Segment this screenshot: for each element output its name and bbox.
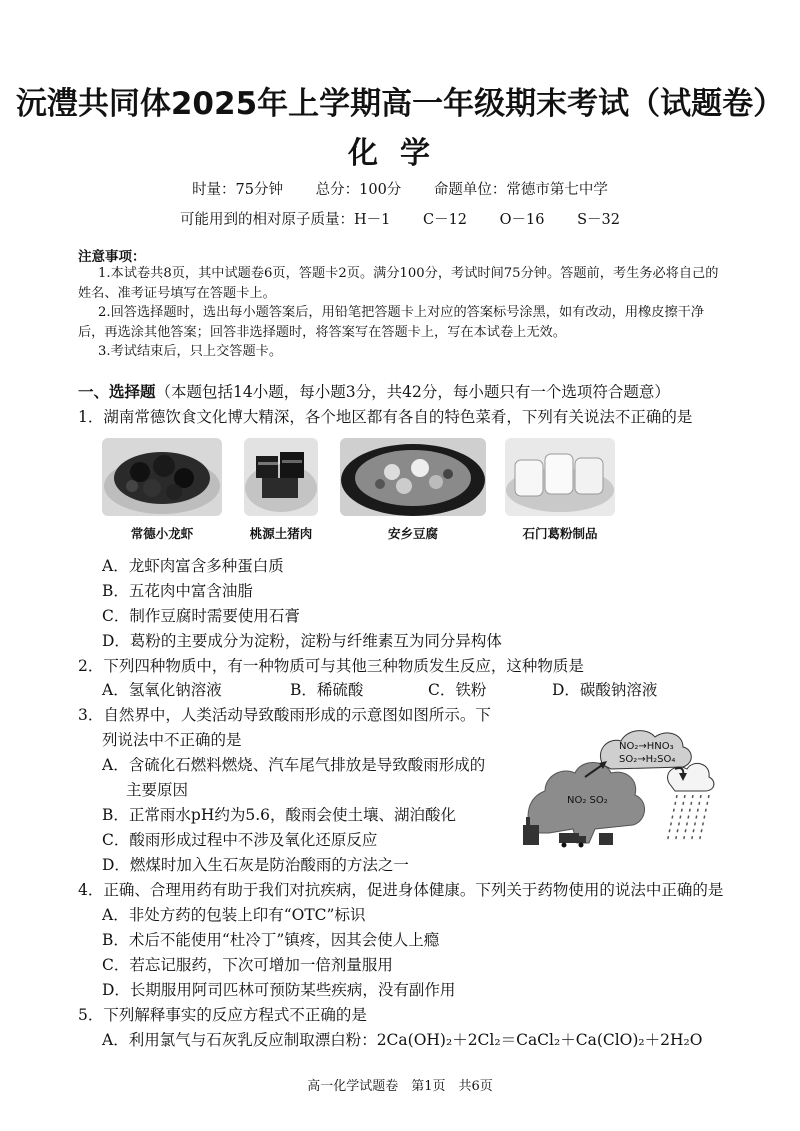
q1-option-c: C．制作豆腐时需要使用石膏 [102, 607, 300, 625]
caption-crayfish: 常德小龙虾 [130, 526, 194, 541]
section-1-label: 一、选择题 [78, 383, 156, 401]
q1-option-a: A．龙虾肉富含多种蛋白质 [102, 557, 284, 575]
factory [523, 825, 539, 845]
acid-rain-diagram [515, 725, 720, 850]
q2-option-d: D．碳酸钠溶液 [552, 681, 658, 699]
q5-option-a: A．利用氯气与石灰乳反应制取漂白粉：2Ca(OH)₂＋2Cl₂＝CaCl₂＋Ca(ClO)₂＋2H₂O [102, 1031, 703, 1049]
time-limit: 时量：75分钟 [192, 182, 284, 198]
section-1-desc: （本题包括14小题，每小题3分，共42分，每小题只有一个选项符合题意） [155, 383, 670, 401]
photo-kudzu [505, 438, 615, 516]
exam-title: 沅澧共同体2025年上学期高一年级期末考试（试题卷） [15, 86, 785, 122]
note-1: 1.本试卷共8页，其中试题卷6页，答题卡2页。满分100分，考试时间75分钟。答题前，考生务必将自己的姓名、准考证号填写在答题卡上。 [78, 266, 719, 301]
q4-option-d: D．长期服用阿司匹林可预防某些疾病，没有副作用 [102, 981, 456, 999]
q3-option-c: C．酸雨形成过程中不涉及氧化还原反应 [102, 831, 378, 849]
atomic-mass-o: O－16 [499, 212, 545, 228]
diagram-label-smoke: NO₂ SO₂ [567, 795, 608, 806]
truck [559, 833, 579, 843]
exam-info-line-1 [0, 178, 800, 199]
q2-stem: 2．下列四种物质中，有一种物质可与其他三种物质发生反应，这种物质是 [78, 657, 584, 675]
section-1-header [78, 380, 670, 402]
photo-tofu [340, 438, 486, 516]
q4-stem: 4．正确、合理用药有助于我们对抗疾病，促进身体健康。下列关于药物使用的说法中正确的是 [78, 881, 724, 899]
total-score: 总分：100分 [315, 182, 402, 198]
q3-option-d: D．燃煤时加入生石灰是防治酸雨的方法之一 [102, 856, 409, 874]
q3-option-b: B．正常雨水pH约为5.6，酸雨会使土壤、湖泊酸化 [102, 806, 456, 824]
q4-option-c: C．若忘记服药，下次可增加一倍剂量服用 [102, 956, 393, 974]
q5-stem: 5．下列解释事实的反应方程式不正确的是 [78, 1006, 367, 1024]
rain-cloud [668, 763, 714, 791]
caption-tofu: 安乡豆腐 [387, 526, 438, 541]
q2-option-b: B．稀硫酸 [290, 681, 364, 699]
author-unit: 命题单位：常德市第七中学 [433, 182, 608, 198]
q1-option-b: B．五花肉中富含油脂 [102, 582, 253, 600]
page-footer: 高一化学试题卷 第1页 共6页 [307, 1079, 493, 1094]
house [599, 833, 613, 845]
exam-info-line-2 [0, 208, 800, 229]
q3-option-a: A．含硫化石燃料燃烧、汽车尾气排放是导致酸雨形成的 [102, 756, 486, 774]
note-2: 2.回答选择题时，选出每小题答案后，用铅笔把答题卡上对应的答案标号涂黑，如有改动，用橡皮擦干净后，再选涂其他答案；回答非选择题时，将答案写在答题卡上，写在本试卷上无效。 [78, 305, 705, 340]
q3-option-a-cont: 主要原因 [126, 781, 189, 799]
q2-option-a: A．氢氧化钠溶液 [102, 681, 222, 699]
diagram-label-no2: NO₂→HNO₃ [619, 741, 674, 752]
q3-stem-line-1: 3．自然界中，人类活动导致酸雨形成的示意图如图所示。下 [78, 706, 491, 724]
rain-drops [667, 795, 709, 843]
caption-kudzu: 石门葛粉制品 [522, 526, 598, 541]
caption-pork: 桃源土猪肉 [249, 526, 313, 541]
q1-stem: 1．湖南常德饮食文化博大精深，各个地区都有各自的特色菜肴，下列有关说法不正确的是 [78, 408, 693, 426]
notes-title: 注意事项： [78, 249, 146, 265]
diagram-label-so2: SO₂→H₂SO₄ [619, 754, 676, 765]
subject-title: 化学 [348, 136, 452, 171]
photo-pork [244, 438, 318, 516]
q4-option-a: A．非处方药的包装上印有“OTC”标识 [102, 906, 366, 924]
atomic-mass-s: S－32 [577, 212, 620, 228]
q4-option-b: B．术后不能使用“杜冷丁”镇疼，因其会使人上瘾 [102, 931, 440, 949]
q1-option-d: D．葛粉的主要成分为淀粉，淀粉与纤维素互为同分异构体 [102, 632, 502, 650]
atomic-mass-c: C－12 [422, 212, 468, 228]
photo-crayfish [102, 438, 222, 516]
atomic-mass-h: 可能用到的相对原子质量：H－1 [180, 212, 391, 228]
q3-stem-line-2: 列说法中不正确的是 [102, 731, 242, 749]
q2-option-c: C．铁粉 [428, 681, 487, 699]
note-3: 3.考试结束后，只上交答题卡。 [98, 344, 283, 359]
